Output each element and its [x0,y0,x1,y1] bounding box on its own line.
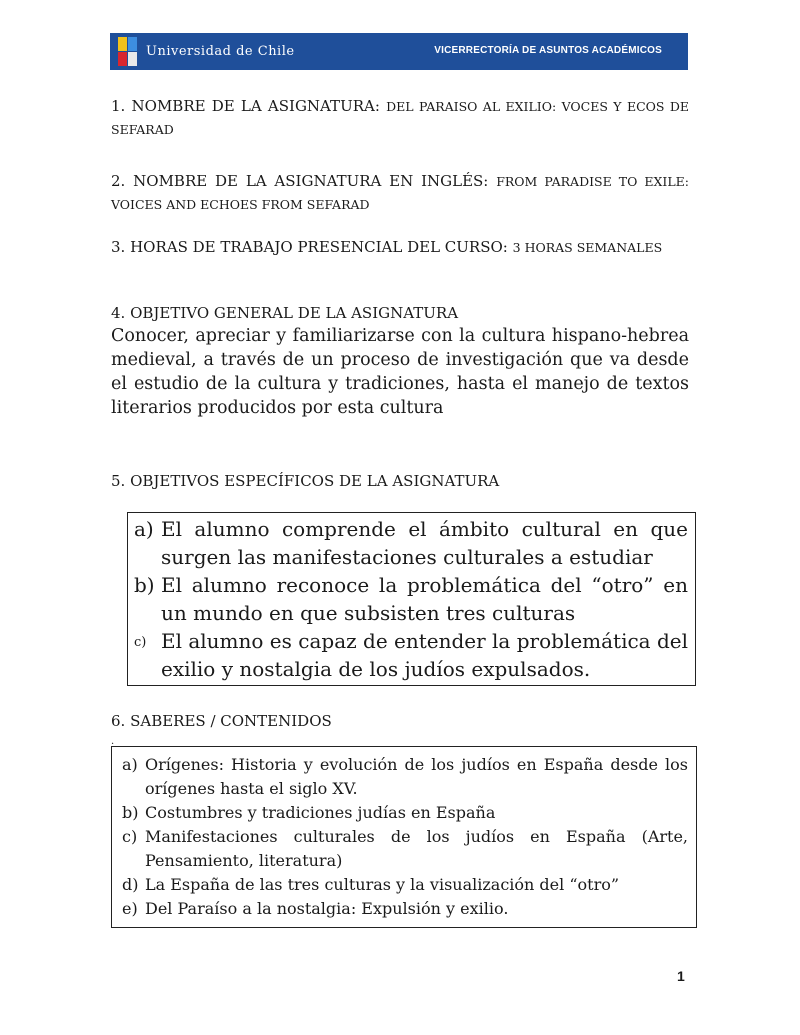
section-title: 6. SABERES / CONTENIDOS [111,712,332,730]
section-title: HORAS DE TRABAJO PRESENCIAL DEL CURSO: [130,238,508,256]
section-value: DEL PARAISO AL EXILIO: VOCES Y ECOS DE SEFARAD [111,99,689,137]
list-item-label: c) [134,635,147,650]
list-item-label: b) [122,803,139,822]
list-item-text: El alumno reconoce la problemática del “otro” en un mundo en que subsisten tres culturas [161,573,688,625]
list-item [122,801,688,825]
section-number: 1. [111,97,126,115]
list-item [134,515,688,571]
section-hours [111,236,689,259]
list-item [122,873,688,897]
section-title: 4. OBJETIVO GENERAL DE LA ASIGNATURA [111,304,459,322]
section-value: 3 HORAS SEMANALES [512,240,663,255]
specific-objectives-box [127,512,696,686]
list-item-label: d) [122,875,139,894]
list-item [122,753,688,801]
list-item-label: c) [122,827,138,846]
list-item-text: Manifestaciones culturales de los judíos en España (Arte, Pensamiento, literatura) [145,827,688,870]
list-item-label: a) [122,755,138,774]
list-item-text: Costumbres y tradiciones judías en España [145,803,496,822]
section-specific-objectives-title [111,470,689,492]
list-item-text: El alumno es capaz de entender la problemática del exilio y nostalgia de los judíos expulsados. [161,629,688,681]
section-title: 5. OBJETIVOS ESPECÍFICOS DE LA ASIGNATURA [111,472,500,490]
section-body: Conocer, apreciar y familiarizarse con la cultura hispano-hebrea medieval, a través de un proceso de investigación que va desde el estudio de la cultura y tradiciones, hasta el manejo de textos literarios producidos por esta cultura [111,326,689,418]
section-general-objective [111,302,689,420]
list-item-label: a) [134,517,154,541]
list-item-text: La España de las tres culturas y la visualización del “otro” [145,875,620,894]
page-number: 1 [677,968,685,984]
list-item-text: El alumno comprende el ámbito cultural en que surgen las manifestaciones culturales a estudiar [161,517,688,569]
section-course-name [111,95,689,141]
header-banner [110,33,688,70]
section-title: NOMBRE DE LA ASIGNATURA: [131,97,380,115]
section-title: NOMBRE DE LA ASIGNATURA EN INGLÉS: [133,172,489,190]
university-seal-icon [118,37,138,67]
university-name: Universidad de Chile [146,44,295,59]
list-item [122,825,688,873]
list-item [134,627,688,683]
section-value: FROM PARADISE TO EXILE: VOICES AND ECHOES FROM SEFARAD [111,174,689,212]
list-item-label: b) [134,573,155,597]
section-number: 2. [111,172,126,190]
list-item [122,897,688,921]
list-item [134,571,688,627]
list-item-text: Del Paraíso a la nostalgia: Expulsión y exilio. [145,899,509,918]
vicerrectoria-label: VICERRECTORÍA DE ASUNTOS ACADÉMICOS [434,45,662,56]
section-contents-title [111,710,689,732]
section-course-name-english [111,170,689,216]
contents-box [111,746,697,928]
section-number: 3. [111,238,126,256]
list-item-label: e) [122,899,138,918]
stray-dot: . [111,736,115,747]
list-item-text: Orígenes: Historia y evolución de los judíos en España desde los orígenes hasta el siglo XV. [145,755,688,798]
